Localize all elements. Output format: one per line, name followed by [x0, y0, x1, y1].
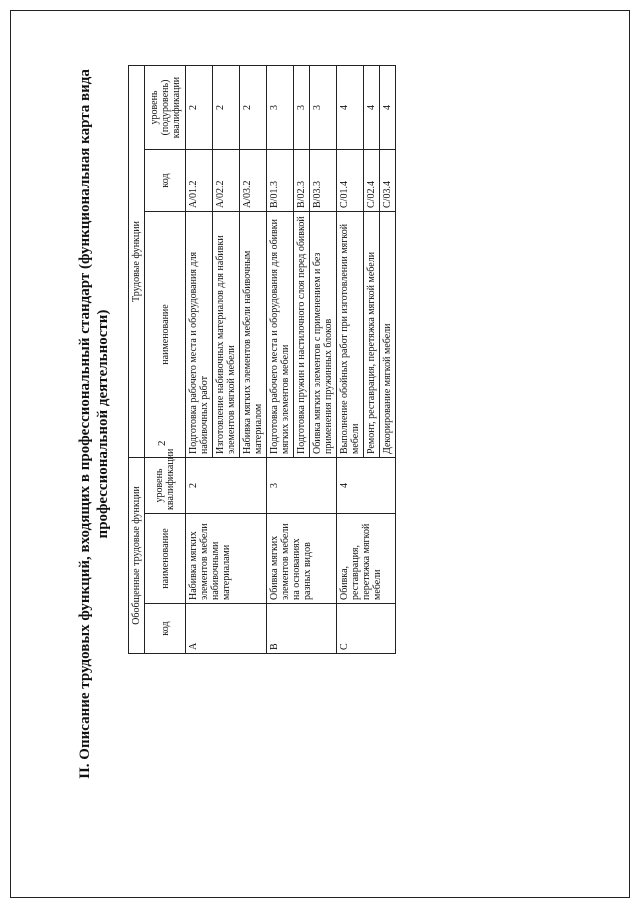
function-name: Выполнение обойных работ при изготовлении мягкой мебели — [337, 212, 364, 458]
header-gen-name: наименование — [145, 514, 186, 604]
function-name: Изготовление набивочных материалов для набивки элементов мягкой мебели — [213, 212, 240, 458]
function-code: B/02.3 — [294, 150, 310, 212]
function-name: Подготовка рабочего места и оборудования для набивочных работ — [186, 212, 213, 458]
group-level: 4 — [337, 458, 396, 514]
function-level: 2 — [213, 66, 240, 150]
table-row — [186, 66, 213, 654]
function-level: 2 — [240, 66, 267, 150]
group-code: B — [267, 604, 337, 654]
rotated-page-content — [10, 14, 630, 894]
group-name: Набивка мягких элементов мебели набивочными материалами — [186, 514, 267, 604]
function-level: 3 — [294, 66, 310, 150]
header-tf-name: наименование — [145, 212, 186, 458]
function-code: B/01.3 — [267, 150, 294, 212]
group-level: 2 — [186, 458, 267, 514]
header-tf-code: код — [145, 150, 186, 212]
function-code: C/01.4 — [337, 150, 364, 212]
header-gen-code: код — [145, 604, 186, 654]
function-code: A/02.2 — [213, 150, 240, 212]
function-code: B/03.3 — [310, 150, 337, 212]
table-subheader-row — [145, 66, 186, 654]
function-level: 4 — [380, 66, 396, 150]
header-generalized-functions: Обобщенные трудовые функции — [129, 458, 145, 654]
function-name: Подготовка пружин и настилочного слоя перед обивкой — [294, 212, 310, 458]
function-name: Подготовка рабочего места и оборудования для обивки мягких элементов мебели — [267, 212, 294, 458]
page-number: 2 — [156, 440, 168, 446]
function-level: 2 — [186, 66, 213, 150]
function-code: C/02.4 — [364, 150, 380, 212]
group-code: A — [186, 604, 267, 654]
table-row — [267, 66, 294, 654]
function-name: Декорирование мягкой мебели — [380, 212, 396, 458]
functional-map-table — [128, 65, 396, 654]
header-tf-level: уровень (подуровень) квалификации — [145, 66, 186, 150]
function-level: 4 — [364, 66, 380, 150]
function-name: Ремонт, реставрация, перетяжка мягкой мебели — [364, 212, 380, 458]
group-level: 3 — [267, 458, 337, 514]
function-code: A/01.2 — [186, 150, 213, 212]
function-level: 3 — [267, 66, 294, 150]
function-level: 4 — [337, 66, 364, 150]
header-labor-functions: Трудовые функции — [129, 66, 145, 458]
function-name: Набивка мягких элементов мебели набивочным материалом — [240, 212, 267, 458]
group-name: Обивка, реставрация, перетяжка мягкой мебели — [337, 514, 396, 604]
function-name: Обивка мягких элементов с применением и без применения пружинных блоков — [310, 212, 337, 458]
group-code: C — [337, 604, 396, 654]
function-level: 3 — [310, 66, 337, 150]
function-code: C/03.4 — [380, 150, 396, 212]
section-heading: II. Описание трудовых функций, входящих в профессиональный стандарт (функциональная карта вида профессиональной деятельности) — [77, 69, 111, 779]
group-name: Обивка мягких элементов мебели на основаниях разных видов — [267, 514, 337, 604]
function-code: A/03.2 — [240, 150, 267, 212]
header-gen-level: уровень квалификации — [145, 458, 186, 514]
table-header-row — [129, 66, 145, 654]
table-row — [337, 66, 364, 654]
